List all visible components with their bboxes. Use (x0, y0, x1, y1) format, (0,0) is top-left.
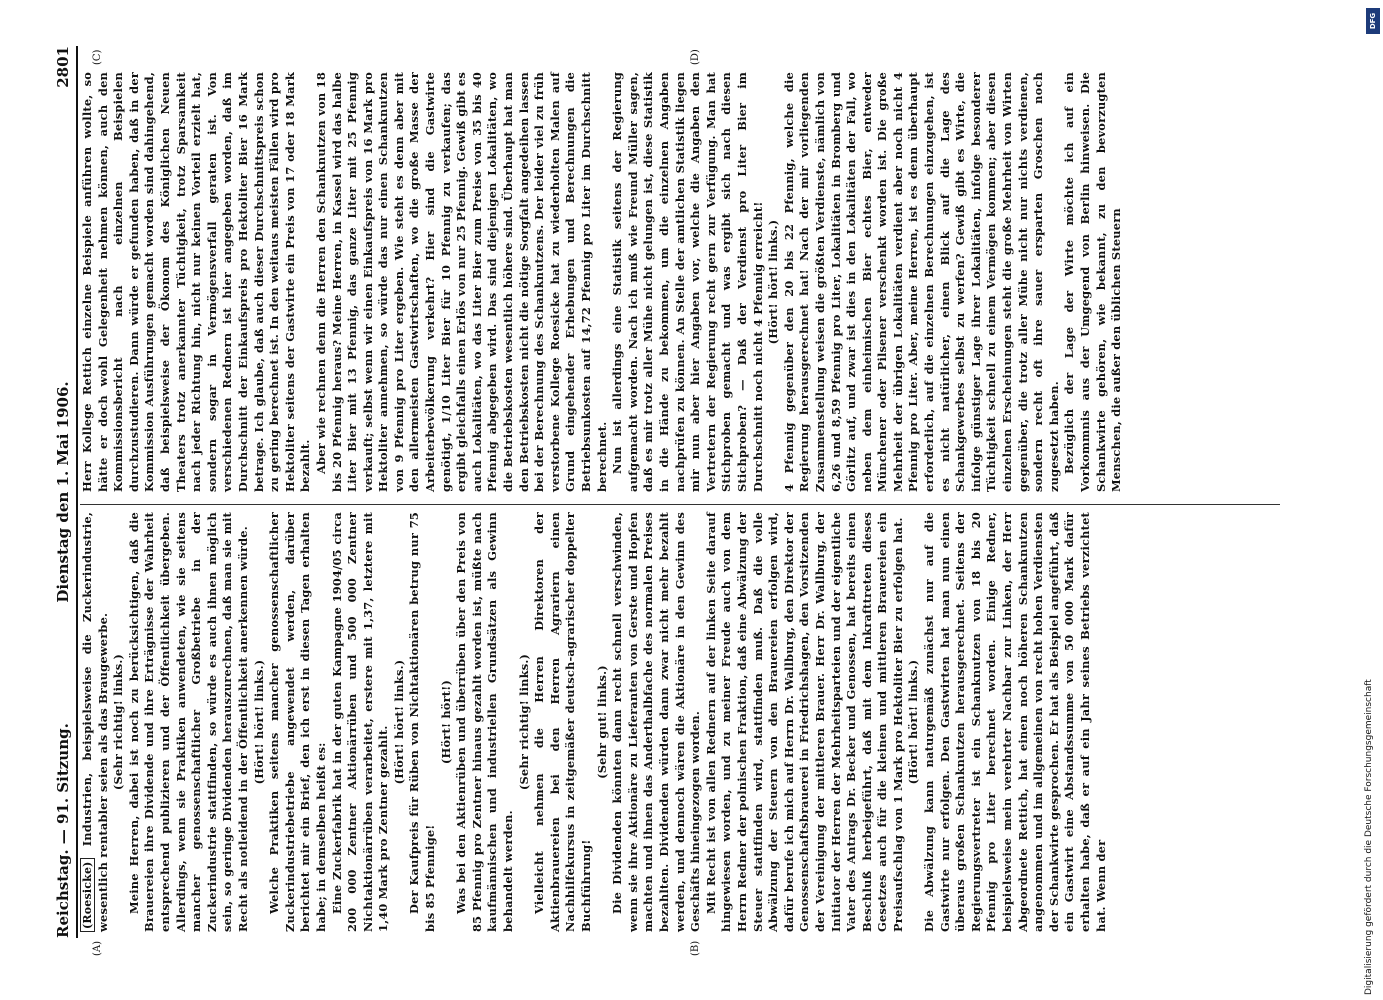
margin-marker-d: (D) (690, 49, 701, 65)
margin-marker-a: (A) (92, 940, 103, 956)
paragraph: 4 Pfennig gegenüber den 20 bis 22 Pfennig, welche die Regierung herausgerechnet hat! Nach der mir vorliegenden Zusammenstellung weisen die größten Verdienste, nämlich von 6,26 und 8,59 Pfennig pro Liter, Lokalitäten in Bromberg und Görlitz auf, und zwar ist dies in den Lokalitäten der Fall, wo neben dem einheimischen Bier echtes Bier, entweder Münchener oder Pilsener verschenkt worden ist. Die große Mehrheit der übrigen Lokalitäten verdient aber noch nicht 4 Pfennig pro Liter. Aber, meine Herren, ist es denn überhaupt erforderlich, auf die einzelnen Berechnungen einzugehen, ist es nicht natürlicher, einen Blick auf die Lage des Schankgewerbes selbst zu werfen? Gewiß gibt es Wirte, die infolge günstiger Lage ihrer Lokalitäten, infolge besonderer Tüchtigkeit schnell zu einem Vermögen kommen; aber diesen einzelnen Erscheinungen steht die große Mehrheit von Wirten gegenüber, die trotz aller Mühe nicht nur nichts verdienen, sondern recht oft ihre sauer ersparten Groschen noch zugesetzt haben. (781, 72, 1061, 492)
paragraph: Aber wie rechnen denn die Herren den Schanknutzen von 18 bis 20 Pfennig heraus? Meine Herren, in Kassel wird das halbe Liter Bier mit 13 Pfennig, das ganze Liter mit 25 Pfennig verkauft; selbst wenn wir einen Einkaufspreis von 16 Mark pro Hektoliter annehmen, so würde das nur einen Schanknutzen von 9 Pfennig pro Liter ergeben. Wie steht es denn aber mit den allermeisten Gastwirtschaften, wo die große Masse der Arbeiterbevölkerung verkehrt? Hier sind die Gastwirte genötigt, 1/10 Liter Bier für 10 Pfennig zu verkaufen; das ergibt gleichfalls einen Erlös von nur 25 Pfennig. Gewiß gibt es auch Lokalitäten, wo das Liter Bier zum Preise von 35 bis 40 Pfennig abgegeben wird. Das sind diejenigen Lokalitäten, wo die Betriebskosten wesentlich höhere sind. Überhaupt hat man den Betriebskosten nicht die nötige Sorgfalt angedeihen lassen bei der Berechnung des Schanknutzens. Der leider viel zu früh verstorbene Kollege Roesicke hat zu wiederholten Malen auf Grund eingehender Erhebungen und Berechnungen die Betriebsunkosten auf 14,72 Pfennig pro Liter im Durchschnitt berechnet. (313, 72, 609, 492)
page-number: 2801 (54, 46, 72, 88)
right-column (80, 72, 1125, 492)
dfg-logo-icon: DFG (1366, 8, 1380, 34)
paragraph: Herr Kollege Rettich einzelne Beispiele anführen wollte, so hätte er doch wohl Gelegenheit nehmen können, auch den Kommissionsbericht nach einzelnen Beispielen durchzustudieren. Dann würde er gefunden haben, daß in der Kommission Ausführungen gemacht worden sind dahingehend, daß beispielsweise der Ökonom des Königlichen Neuen Theaters trotz anerkannter Tüchtigkeit, trotz Sparsamkeit nach jeder Richtung hin, nicht nur keinen Vorteil erzielt hat, sondern sogar in Vermögensverfall geraten ist. Von verschiedenen Rednern ist hier angegeben worden, daß im Durchschnitt der Einkaufspreis pro Hektoliter Bier 16 Mark betrage. Ich glaube, daß auch dieser Durchschnittspreis schon zu gering berechnet ist. In den weitaus meisten Fällen wird pro Hektoliter seitens der Gastwirte ein Preis von 17 oder 18 Mark bezahlt. (80, 72, 313, 492)
interjection: (Sehr richtig! links.) (516, 653, 531, 791)
interjection: (Hört! hört!) (438, 679, 453, 765)
paragraph: Meine Herren, dabei ist noch zu berücksichtigen, daß die Brauereien ihre Dividende und ihre Erträgnisse der Wahrheit entsprechend publizieren und der Öffentlichkeit übergeben. Allerdings, wenn sie Praktiken anwendeten, wie sie seitens mancher genossenschaftlicher Großbetriebe in der Zuckerindustrie stattfinden, so würde es auch ihnen möglich sein, so geringe Dividenden herauszurechnen, daß man sie mit Recht als notleidend in der Öffentlichkeit anerkennen würde. (126, 512, 250, 932)
paragraph: Die Abwälzung kann naturgemäß zunächst nur auf die Gastwirte nur erfolgen. Den Gastwirten hat man nun einen überaus großen Schanknutzen herausgerechnet. Seitens der Regierungsvertreter ist ein Schanknutzen von 18 bis 20 Pfennig pro Liter berechnet worden. Einige Redner, beispielsweise mein verehrter Nachbar zur Linken, der Herr Abgeordnete Rettich, hat einen noch höheren Schanknutzen angenommen und im allgemeinen von recht hohen Verdiensten der Schankwirte gesprochen. Er hat als Beispiel angeführt, daß ein Gastwirt eine Abstandssumme von 50 000 Mark dafür erhalten habe, daß er auf ein Jahr seines Betriebs verzichtet hat. Wenn der (922, 512, 1108, 932)
interjection: (Sehr richtig! links.) (111, 653, 126, 791)
paragraph: Die Dividenden könnten dann recht schnell verschwinden, wenn sie ihre Aktionäre zu Lieferanten von Gerste und Hopfen machten und ihnen das Anderthalbfache des normalen Preises bezahlten. Dividenden würden dann zwar nicht mehr bezahlt werden, und dennoch wären die Aktionäre in den Gewinn des Geschäfts hineingezogen worden. (610, 512, 703, 932)
header-date: Dienstag den 1. Mai 1906. (54, 381, 72, 603)
paragraph: Nun ist allerdings eine Statistik seitens der Regierung aufgemacht worden. Nach ich muß wie Freund Müller sagen, daß es mir trotz aller Mühe nicht gelungen ist, diese Statistik in die Hände zu bekommen, um die einzelnen Angaben nachprüfen zu können. An Stelle der amtlichen Statistik liegen mir nun aber hier Angaben vor, welche die Angaben den Vertretern der Regierung recht gern zur Verfügung. Man hat Stichproben gemacht und was ergibt sich nach diesen Stichproben? — Daß der Verdienst pro Liter Bier im Durchschnitt noch nicht 4 Pfennig erreicht! (610, 72, 765, 492)
quoted-letter: Der Kaufpreis für Rüben von Nichtaktionären betrug nur 75 bis 85 Pfennige! (407, 512, 438, 932)
left-column (80, 512, 1109, 932)
interjection: (Hört! hört! links.) (391, 659, 406, 785)
interjection: (Hört! hört! links.) (766, 219, 781, 345)
margin-marker-c: (C) (92, 49, 103, 65)
page-header (48, 46, 78, 938)
paragraph: Was bei den Aktienrüben und überrüben über den Preis von 85 Pfennig pro Zentner hinaus gezahlt worden ist, müßte nach kaufmännischen und industriellen Grundsätzen als Gewinn behandelt werden. (454, 512, 516, 932)
paragraph: Welche Praktiken seitens mancher genossenschaftlicher Zuckerindustriebetriebe angewendet werden, darüber berichtet mir ein Brief, den ich erst in diesen Tagen erhalten habe; in demselben heißt es: (267, 512, 328, 932)
column-divider (80, 504, 1280, 505)
margin-marker-b: (B) (690, 940, 701, 956)
paragraph: Industrien, beispielsweise die Zuckerindustrie, wesentlich rentabler seien als das Braugewerbe. (80, 511, 110, 932)
paragraph: Vielleicht nehmen die Herren Direktoren der Aktienbrauereien bei den Herren Agrariern einen Nachhilfekursus in zeitgemäßer deutsch-agrarischer doppelter Buchführung! (532, 512, 593, 932)
digitization-note (1364, 0, 1378, 1000)
quoted-letter: Eine Zuckerfabrik hat in der guten Kampagne 1904/05 circa 200 000 Zentner Aktionärrüben und 500 000 Zentner Nichtaktionärrüben verarbeitet, erstere mit 1,37, letztere mit 1,40 Mark pro Zentner gezahlt. (329, 512, 391, 932)
header-left: Reichstag. — 91. Sitzung. (54, 723, 72, 938)
interjection: (Hört! hört! links.) (251, 659, 266, 785)
paragraph: Bezüglich der Lage der Wirte möchte ich auf ein Vorkommnis aus der Umgegend von Berlin hinweisen. Die Schankwirte gehören, wie bekannt, zu den bevorzugten Menschen, die außer den üblichen Steuern (1062, 72, 1124, 492)
interjection: (Hört! hört! links.) (906, 659, 921, 785)
speaker-tag: (Roesicke) (80, 858, 95, 932)
interjection: (Sehr gut! links.) (594, 665, 609, 779)
digitization-note-text: Digitalisierung gefördert durch die Deutsche Forschungsgemeinschaft (1364, 679, 1374, 995)
paragraph: Mit Recht ist von allen Rednern auf der linken Seite darauf hingewiesen worden, und zu meiner Freude auch von dem Herrn Redner der polnischen Fraktion, daß eine Abwälzung der Steuer stattfinden wird, stattfinden muß. Daß die volle Abwälzung der Steuern von den Brauereien erfolgen wird, dafür berufe ich mich auf Herrn Dr. Wallburg, den Direktor der Genossenschaftsbrauerei in Friedrichshagen, den Vorsitzenden der Vereinigung der mittleren Brauer. Herr Dr. Wallburg, der Initiator der Herren der Mehrheitsparteien und der eigentliche Vater des Antrags Dr. Becker und Genossen, hat bereits einen Beschluß herbeigeführt, daß mit dem Inkrafttreten dieses Gesetzes auch für die kleinen und mittleren Brauereien ein Preisaufschlag von 1 Mark pro Hektoliter Bier zu erfolgen hat. (703, 512, 905, 932)
